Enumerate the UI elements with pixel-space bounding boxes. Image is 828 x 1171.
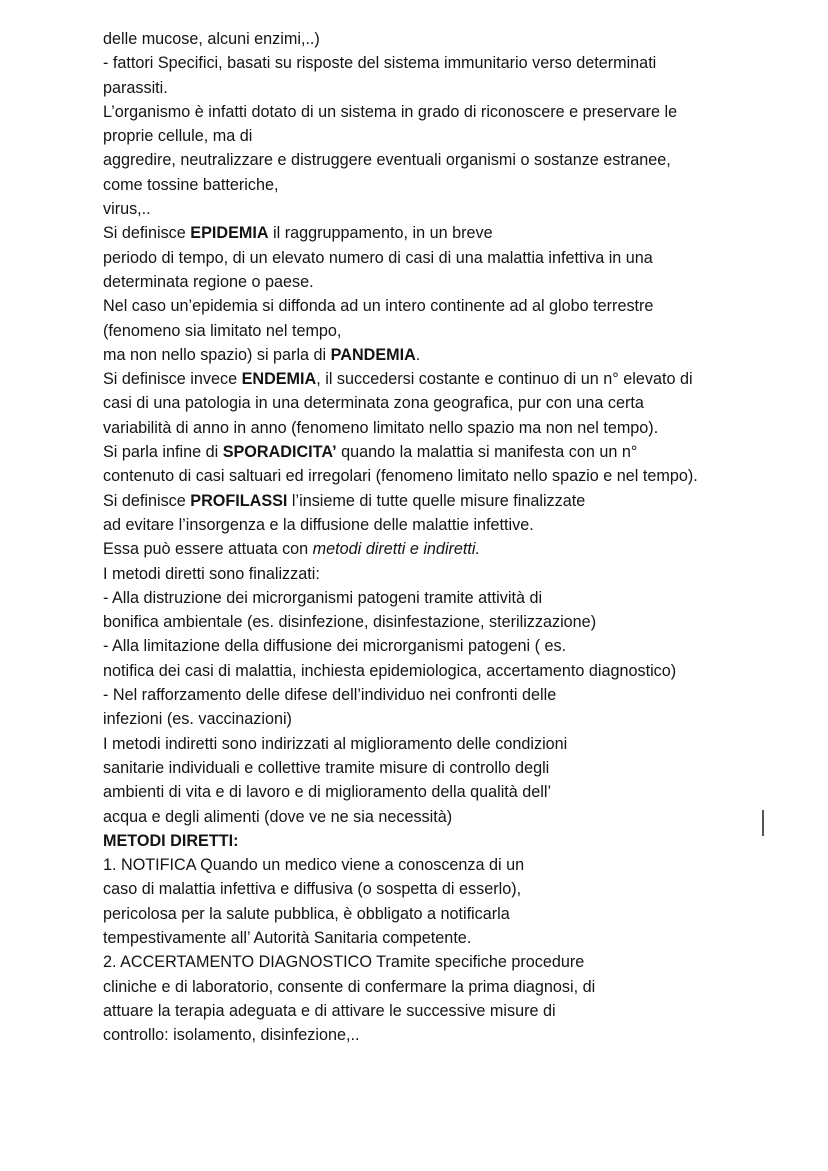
text-run: .: [415, 345, 421, 364]
text-line: [103, 76, 803, 100]
text-run: Nel caso un’epidemia si diffonda ad un intero continente ad al globo terrestre: [103, 297, 654, 316]
text-run: aggredire, neutralizzare e distruggere eventuali organismi o sostanze estranee,: [103, 151, 671, 170]
text-line: [103, 197, 803, 221]
text-run: cliniche e di laboratorio, consente di confermare la prima diagnosi, di: [103, 977, 596, 996]
text-run: , il succedersi costante e continuo di un n° elevato di: [316, 370, 693, 389]
text-run: controllo: isolamento, disinfezione,..: [103, 1026, 360, 1045]
text-line: [103, 100, 803, 124]
text-run: proprie cellule, ma di: [103, 127, 253, 146]
text-line: [103, 319, 803, 343]
text-run: I metodi indiretti sono indirizzati al miglioramento delle condizioni: [103, 734, 568, 753]
text-run: l’insieme di tutte quelle misure finalizzate: [287, 491, 586, 510]
text-run: ma non nello spazio) si parla di: [103, 345, 331, 364]
text-run: Si definisce invece: [103, 370, 242, 389]
document-body: [103, 27, 803, 1047]
text-run: Si definisce: [103, 491, 191, 510]
text-line: [103, 173, 803, 197]
text-line: [103, 999, 803, 1023]
text-run: 2. ACCERTAMENTO DIAGNOSTICO Tramite specifiche procedure: [103, 953, 585, 972]
bold-term: ENDEMIA: [241, 370, 317, 389]
italic-text: metodi diretti e indiretti.: [312, 540, 481, 559]
text-line: [103, 440, 803, 464]
text-line: [103, 489, 803, 513]
text-run: virus,..: [103, 200, 151, 219]
text-run: Essa può essere attuata con: [103, 540, 313, 559]
text-run: acqua e degli alimenti (dove ve ne sia necessità): [103, 807, 453, 826]
text-run: pericolosa per la salute pubblica, è obbligato a notificarla: [103, 904, 510, 923]
text-line: [103, 853, 803, 877]
text-line: [103, 124, 803, 148]
text-line: [103, 513, 803, 537]
text-line: [103, 610, 803, 634]
text-run: caso di malattia infettiva e diffusiva (o sospetta di esserlo),: [103, 880, 522, 899]
bold-term: PANDEMIA: [330, 345, 416, 364]
text-run: determinata regione o paese.: [103, 272, 314, 291]
text-line: [103, 51, 803, 75]
bold-term: METODI DIRETTI:: [103, 831, 239, 850]
text-line: [103, 586, 803, 610]
text-line: [103, 683, 803, 707]
text-run: (fenomeno sia limitato nel tempo,: [103, 321, 342, 340]
text-line: [103, 950, 803, 974]
text-line: [103, 780, 803, 804]
text-run: parassiti.: [103, 78, 168, 97]
text-run: - Nel rafforzamento delle difese dell’individuo nei confronti delle: [103, 686, 557, 705]
text-run: sanitarie individuali e collettive tramite misure di controllo degli: [103, 758, 550, 777]
text-run: delle mucose, alcuni enzimi,..): [103, 30, 320, 48]
text-run: il raggruppamento, in un breve: [268, 224, 493, 243]
text-line: [103, 464, 803, 488]
text-run: - Alla distruzione dei microrganismi patogeni tramite attività di: [103, 588, 543, 607]
text-run: I metodi diretti sono finalizzati:: [103, 564, 320, 583]
bold-term: PROFILASSI: [190, 491, 288, 510]
text-line: [103, 270, 803, 294]
text-line: [103, 732, 803, 756]
text-run: notifica dei casi di malattia, inchiesta epidemiologica, accertamento diagnostico): [103, 661, 677, 680]
bold-term: SPORADICITA’: [222, 443, 337, 462]
text-run: bonifica ambientale (es. disinfezione, disinfestazione, sterilizzazione): [103, 613, 597, 632]
text-run: Si parla infine di: [103, 443, 223, 462]
text-line: [103, 707, 803, 731]
text-run: - fattori Specifici, basati su risposte del sistema immunitario verso determinati: [103, 54, 657, 73]
text-line: [103, 659, 803, 683]
text-line: [103, 537, 803, 561]
text-line: [103, 829, 803, 853]
text-line: [103, 902, 803, 926]
text-line: [103, 634, 803, 658]
text-line: [103, 343, 803, 367]
text-line: [103, 926, 803, 950]
text-run: - Alla limitazione della diffusione dei microrganismi patogeni ( es.: [103, 637, 567, 656]
text-run: quando la malattia si manifesta con un n°: [336, 443, 638, 462]
text-line: [103, 975, 803, 999]
text-run: casi di una patologia in una determinata zona geografica, pur con una certa: [103, 394, 644, 413]
text-run: L’organismo è infatti dotato di un sistema in grado di riconoscere e preservare le: [103, 102, 678, 121]
text-line: [103, 416, 803, 440]
text-line: [103, 562, 803, 586]
text-run: variabilità di anno in anno (fenomeno limitato nello spazio ma non nel tempo).: [103, 418, 659, 437]
text-line: [103, 27, 803, 51]
text-line: [103, 391, 803, 415]
text-line: [103, 148, 803, 172]
text-line: [103, 367, 803, 391]
text-line: [103, 1023, 803, 1047]
text-run: infezioni (es. vaccinazioni): [103, 710, 292, 729]
text-run: tempestivamente all’ Autorità Sanitaria competente.: [103, 928, 472, 947]
text-run: 1. NOTIFICA Quando un medico viene a conoscenza di un: [103, 856, 525, 875]
text-line: [103, 805, 803, 829]
text-run: ambienti di vita e di lavoro e di miglioramento della qualità dell’: [103, 783, 552, 802]
text-run: attuare la terapia adeguata e di attivare le successive misure di: [103, 1001, 556, 1020]
text-run: come tossine batteriche,: [103, 175, 279, 194]
text-line: [103, 877, 803, 901]
text-run: Si definisce: [103, 224, 191, 243]
text-run: ad evitare l’insorgenza e la diffusione delle malattie infettive.: [103, 515, 534, 534]
text-line: [103, 756, 803, 780]
bold-term: EPIDEMIA: [190, 224, 269, 243]
scan-mark: [762, 810, 764, 836]
text-run: periodo di tempo, di un elevato numero di casi di una malattia infettiva in una: [103, 248, 653, 267]
text-run: contenuto di casi saltuari ed irregolari (fenomeno limitato nello spazio e nel tempo).: [103, 467, 698, 486]
text-line: [103, 246, 803, 270]
text-line: [103, 221, 803, 245]
text-line: [103, 294, 803, 318]
